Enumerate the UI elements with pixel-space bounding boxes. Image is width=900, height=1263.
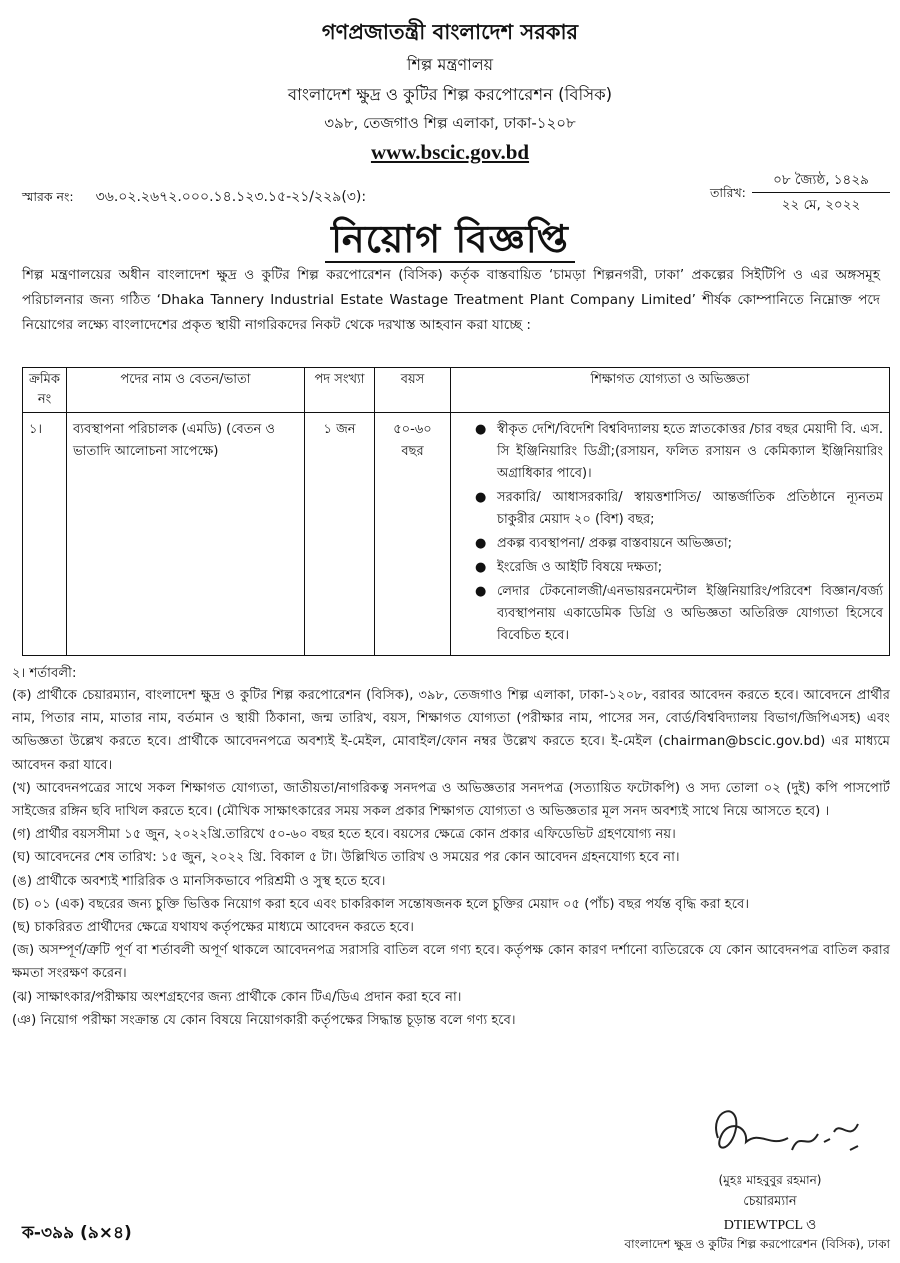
header-post: পদের নাম ও বেতন/ভাতা [67, 368, 305, 413]
qualification-text: স্বীকৃত দেশি/বিদেশি বিশ্ববিদ্যালয় হতে স্নাতকোত্তর /চার বছর মেয়াদী বি. এস. সি ইঞ্জিনিয়ারিং ডিগ্রী;(রসায়ন, ফলিত রসায়ন ও কেমিক্যাল ইঞ্জিনিয়ারিং অগ্রাধিকার পাবে)। [497, 422, 883, 481]
ad-code: ক-৩৯৯ (৯×৪) [22, 1223, 132, 1243]
cell-serial: ১। [23, 413, 67, 656]
cell-age [375, 413, 451, 656]
government-heading: গণপ্রজাতন্ত্রী বাংলাদেশ সরকার [321, 20, 579, 44]
condition-item: (খ) আবেদনপত্রের সাথে সকল শিক্ষাগত যোগ্যতা, জাতীয়তা/নাগরিকত্ব সনদপত্র ও অভিজ্ঞতার সনদপত্র (সত্যায়িত ফটোকপি) ও সদ্য তোলা ০২ (দুই) কপি পাসপোর্ট সাইজের রঙ্গিন ছবি দাখিল করতে হবে। (মৌখিক সাক্ষাৎকারের সময় সকল প্রকার শিক্ষাগত যোগ্যতা ও অভিজ্ঞতার মূল সনদ অবশ্যই সাথে নিয়ে আসতে হবে) । [12, 780, 890, 820]
condition-item: (জ) অসম্পূর্ণ/ত্রুটি পূর্ণ বা শর্তাবলী অপূর্ণ থাকলে আবেদনপত্র সরাসরি বাতিল বলে গণ্য হবে। কর্তৃপক্ষ কোন কারণ দর্শানো ব্যতিরেকে যে কোন আবেদনপত্র বাতিল করার ক্ষমতা সংরক্ষণ করেন। [12, 943, 890, 982]
qualification-text: সরকারি/ আধাসরকারি/ স্বায়ত্তশাসিত/ আন্তর্জাতিক প্রতিষ্ঠানে ন্যূনতম চাকুরীর মেয়াদ ২০ (বিশ) বছর; [497, 490, 883, 527]
condition-item: (গ) প্রার্থীর বয়সসীমা ১৫ জুন, ২০২২খ্রি.তারিখে ৫০-৬০ বছর হতে হবে। বয়সের ক্ষেত্রে কোন প্রকার এফিডেভিট গ্রহণযোগ্য নয়। [12, 827, 676, 843]
list-item [475, 419, 883, 485]
website-link[interactable]: www.bscic.gov.bd [370, 140, 530, 164]
cell-count: ১ জন [305, 413, 375, 656]
ministry-name: শিল্প মন্ত্রণালয় [406, 55, 494, 74]
qualification-text: ইংরেজি ও আইটি বিষয়ে দক্ষতা; [497, 560, 663, 575]
qualification-list [457, 419, 883, 647]
conditions-heading: ২। শর্তাবলী: [12, 666, 77, 681]
bullet-icon: ● [475, 536, 487, 551]
list-item [475, 581, 883, 647]
qualification-text: প্রকল্প ব্যবস্থাপনা/ প্রকল্প বাস্তবায়নে অভিজ্ঞতা; [497, 536, 733, 551]
header-serial: ক্রমিক নং [23, 368, 67, 413]
bullet-icon: ● [475, 490, 487, 505]
memo-label: স্মারক নং: [22, 189, 74, 204]
corporation-name: বাংলাদেশ ক্ষুদ্র ও কুটির শিল্প করপোরেশন (বিসিক) [287, 85, 613, 104]
condition-item: (ক) প্রার্থীকে চেয়ারম্যান, বাংলাদেশ ক্ষুদ্র ও কুটির শিল্প করপোরেশন (বিসিক), ৩৯৮, তেজগাও শিল্প এলাকা, ঢাকা-১২০৮, বরাবর আবেদন করতে হবে। আবেদনে প্রার্থীর নাম, পিতার নাম, মাতার নাম, বর্তমান ও স্থায়ী ঠিকানা, জন্ম তারিখ, বয়স, শিক্ষাগত যোগ্যতা (পরীক্ষার নাম, পাসের সন, বোর্ড/বিশ্ববিদ্যালয় বিভাগ/জিপিএসহ) এবং অভিজ্ঞতা উল্লেখ করতে হবে। প্রার্থীকে আবেদনপত্রে অবশ্যই ই-মেইল, মোবাইল/ফোন নম্বর উল্লেখ করতে হবে। ই-মেইল (chairman@bscic.gov.bd) এর মাধ্যমে আবেদন করা যাবে। [12, 688, 890, 773]
cell-qualifications [451, 413, 890, 656]
memo-number: ৩৬.০২.২৬৭২.০০০.১৪.১২৩.১৫-২১/২২৯(৩): [95, 189, 367, 205]
date-english: ২২ মে, ২০২২ [781, 197, 861, 213]
list-item [475, 533, 883, 555]
condition-item: (ঙ) প্রার্থীকে অবশ্যই শারিরিক ও মানসিকভাবে পরিশ্রমী ও সুস্থ হতে হবে। [12, 873, 386, 889]
header-age: বয়স [375, 368, 451, 413]
list-item [475, 557, 883, 579]
intro-paragraph: শিল্প মন্ত্রণালয়ের অধীন বাংলাদেশ ক্ষুদ্র ও কুটির শিল্প করপোরেশন (বিসিক) কর্তৃক বাস্তবায়িত ‘চামড়া শিল্পনগরী, ঢাকা’ প্রকল্পের সিইটিপি ও এর অঙ্গসমূহ পরিচালনার জন্য গঠিত ‘Dhaka Tannery Industrial Estate Wastage Treatment Plant Company Limited’ শীর্ষক কোম্পানিতে নিম্নোক্ত পদে নিয়োগের লক্ষ্যে বাংলাদেশের প্রকৃত স্থায়ী নাগরিকদের নিকট থেকে দরখাস্ত আহবান করা যাচ্ছে : [22, 267, 880, 333]
date-label: তারিখ: [710, 185, 746, 200]
signatory-org-short: DTIEWTPCL ও [723, 1218, 817, 1233]
condition-item: (ঝ) সাক্ষাৎকার/পরীক্ষায় অংশগ্রহণের জন্য প্রার্থীকে কোন টিএ/ডিএ প্রদান করা হবে না। [12, 989, 462, 1005]
table-row [23, 413, 890, 656]
qualification-text: লেদার টেকনোলজী/এনভায়রনমেন্টাল ইঞ্জিনিয়ারিং/পরিবেশ বিজ্ঞান/বর্জ্য ব্যবস্থাপনায় একাডেমিক ডিগ্রি ও অভিজ্ঞতা অতিরিক্ত যোগ্যতা হিসেবে বিবেচিত হবে। [497, 584, 883, 643]
age-range: ৫০-৬০ [393, 422, 432, 437]
cell-post: ব্যবস্থাপনা পরিচালক (এমডি) (বেতন ও ভাতাদি আলোচনা সাপেক্ষে) [67, 413, 305, 656]
condition-item: (চ) ০১ (এক) বছরের জন্য চুক্তি ভিত্তিক নিয়োগ করা হবে এবং চাকরিকাল সন্তোষজনক হলে চুক্তির মেয়াদ ০৫ (পাঁচ) বছর পর্যন্ত বৃদ্ধি করা হবে। [12, 896, 750, 912]
signatory-name: (মুহঃ মাহবুবুর রহমান) [718, 1173, 822, 1187]
header-qualification: শিক্ষাগত যোগ্যতা ও অভিজ্ঞতা [451, 368, 890, 413]
office-address: ৩৯৮, তেজগাও শিল্প এলাকা, ঢাকা-১২০৮ [324, 114, 576, 132]
age-unit: বছর [401, 444, 424, 459]
bullet-icon: ● [475, 422, 487, 437]
memo-line [22, 185, 366, 209]
date-bangla: ০৮ জ্যৈষ্ঠ, ১৪২৯ [752, 168, 890, 193]
condition-item: (ঘ) আবেদনের শেষ তারিখ: ১৫ জুন, ২০২২ খ্রি. বিকাল ৫ টা। উল্লিখিত তারিখ ও সময়ের পর কোন আবেদন গ্রহনযোগ্য হবে না। [12, 850, 680, 866]
table-header-row [23, 368, 890, 413]
notice-title-text: নিয়োগ বিজ্ঞপ্তি [325, 217, 575, 263]
signatory-designation: চেয়ারম্যান [743, 1194, 797, 1209]
condition-item: (ছ) চাকরিরত প্রার্থীদের ক্ষেত্রে যথাযথ কর্তৃপক্ষের মাধ্যমে আবেদন করতে হবে। [12, 920, 415, 936]
list-item [475, 487, 883, 531]
vacancy-table [22, 367, 890, 656]
signatory-org-full: বাংলাদেশ ক্ষুদ্র ও কুটির শিল্প করপোরেশন (বিসিক), ঢাকা [624, 1237, 890, 1251]
conditions-section [12, 664, 890, 1032]
condition-item: (ঞ) নিয়োগ পরীক্ষা সংক্রান্ত যে কোন বিষয়ে নিয়োগকারী কর্তৃপক্ষের সিদ্ধান্ত চূড়ান্ত বলে গণ্য হবে। [12, 1012, 516, 1028]
bullet-icon: ● [475, 584, 487, 599]
header-count: পদ সংখ্যা [305, 368, 375, 413]
signature-icon [700, 1090, 870, 1170]
bullet-icon: ● [475, 560, 487, 575]
